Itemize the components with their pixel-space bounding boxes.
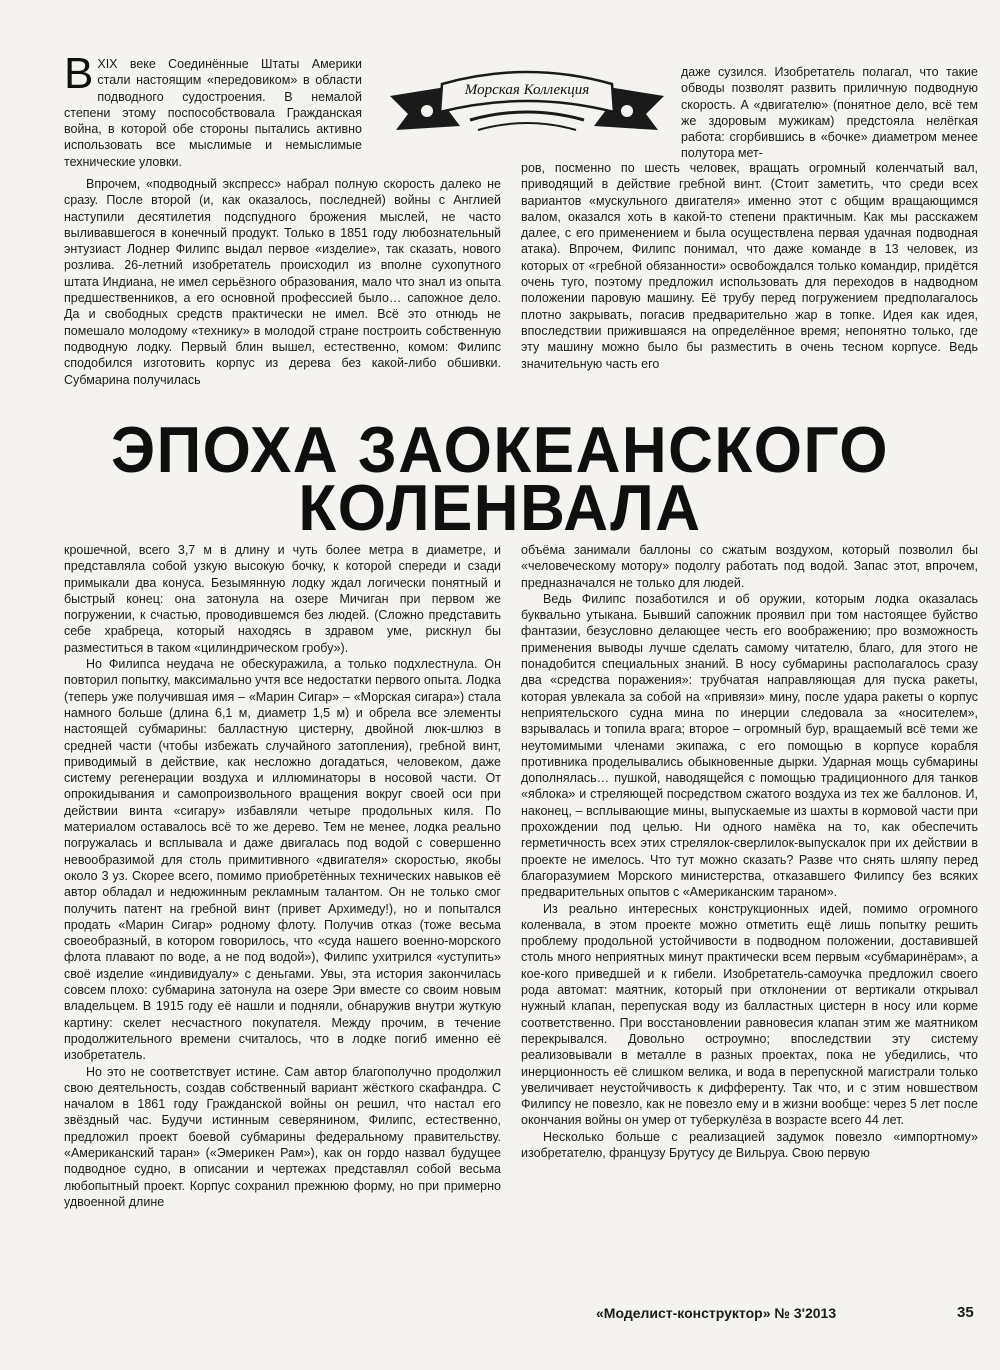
- top-right-column: [521, 160, 978, 372]
- headline-line-2: КОЛЕНВАЛА: [298, 472, 702, 545]
- page-number: 35: [957, 1304, 974, 1321]
- paragraph: ров, посменно по шесть человек, вращать огромный коленчатый вал, приводящий в действие гребной винт. (Стоит заметить, что среди всех вариантов «мускульного двигателя» именно этот с общим вращающимся валом, оказался хоть в какой-то степени практичным. Как мы расскажем далее, с его применением и была осуществлена первая удачная подводная атака). Впрочем, Филипс понимал, что даже команде в 13 человек, из которых от «гребной обязанности» освобождался только командир, придётся очень туго, поэтому предложил использовать для переходов в надводном положении паровую машину. Её трубу перед погружением предполагалось плотно закрывать, погасив предварительно жар в топке. Идея как идея, впоследствии прижившаяся на определённое время; непонятно только, где эту машину можно было бы разместить в очень тесном корпусе. Ведь значительную часть его: [521, 161, 978, 371]
- paragraph: крошечной, всего 3,7 м в длину и чуть более метра в диаметре, и представляла собой узкую высокую бочку, к которой спереди и сзади примыкали два конуса. Безымянную лодку ждал логически понятный и быстрый конец: она затонула на озере Мичиган при первом же погружении, к счастью, проводившемся без людей. (Сложно представить себе храбреца, который находясь в здравом уме, рискнул бы разместиться в таком «цилиндрическом гробу»).: [64, 543, 501, 655]
- headline-line-1: ЭПОХА ЗАОКЕАНСКОГО: [110, 414, 890, 487]
- bottom-left-column: [64, 542, 501, 1297]
- paragraph: Впрочем, «подводный экспресс» набрал полную скорость далеко не сразу. После второй (и, как оказалось, последней) войны с Англией наступили десятилетия подспудного брожения мыслей, не часто выливавшегося в конечный продукт. Только в 1851 году любознательный энтузиаст Лоднер Филипс выдал первое «изделие», так сказать, нового розлива. 26-летний изобретатель происходил из вполне сухопутного штата Индиана, не имел серьёзного образования, мало что знал из опыта предшественников, а его основной профессией было… сапожное дело. Да и свободных средств практически не имел. Всё это отнюдь не помешало молодому «технику» в молодой стране построить собственную подводную лодку. Первый блин вышел, естественно, комом: Филипс сподобился изготовить корпус из дерева без какой-либо обшивки. Субмарина получилась: [64, 177, 501, 387]
- intro-text: XIX веке Соединённые Штаты Америки стали настоящим «передовиком» в области подводного судостроения. В немалой степени этому поспособствовала Гражданская война, в которой обе стороны пытались активно использовать все мыслимые и немыслимые технические уловки.: [64, 57, 362, 169]
- drop-cap: В: [64, 56, 94, 98]
- paragraph: Несколько больше с реализацией задумок повезло «импортному» изобретателю, французу Брутусу де Вильруа. Свою первую: [521, 1129, 978, 1160]
- ribbon-emblem: [382, 56, 672, 152]
- bottom-right-column: [521, 542, 978, 1297]
- paragraph: объёма занимали баллоны со сжатым воздухом, который позволил бы «человеческому мотору» подолгу работать под водой. Запас этот, впрочем, предназначался не только для людей.: [521, 543, 978, 590]
- intro-paragraph: [64, 56, 362, 170]
- top-left-column: [64, 176, 501, 388]
- marine-collection-logo: [382, 56, 672, 152]
- paragraph: Но Филипса неудача не обескуражила, а только подхлестнула. Он повторил попытку, максимально учтя все недостатки первого опыта. Лодка (теперь уже получившая имя – «Марин Сигар» – «Морская сигара») стала намного больше (длина 6,1 м, диаметр 1,5 м) и обрела все элементы настоящей субмарины: балластную цистерну, двойной люк-шлюз в средней части (чтобы избежать случайного затопления), гребной винт, приводимый в действие, как несложно догадаться, человеком, даже систему регенерации воздуха и иллюминаторы в носовой части. От опрокидывания и самопроизвольного вращения вокруг своей оси при действии винта «сигару» избавляли четыре продольных киля. По материалом оставалось всё то же дерево. Тем не менее, лодка реально погружалась и всплывала и даже двигалась под водой с совершенно невообразимой для столь примитивного «двигателя» скоростью, якобы около 3 уз. Скорее всего, помимо приобретённых технических навыков её автор обладал и недюжинным рекламным талантом. Он не только смог получить патент на гребной винт (привет Архимеду!), но и попытался продать «Марин Сигар» родному флоту. Получив отказ (тоже весьма своеобразный, в котором говорилось, что «суда нашего военно-морского флота плавают по воде, а не под водой»), Филипс ухитрился «уступить» своё изделие «индивидуалу» с деньгами. Увы, эта история закончилась совсем плохо: субмарина затонула на озере Эри вместе со своим новым владельцем. В 1915 году её нашли и подняли, обнаружив внутри жуткую картину: скелет несчастного покупателя. Между прочим, в течение продолжительного времени считалось, что в лодке погиб именно её изобретатель.: [64, 657, 501, 1063]
- paragraph: даже сузился. Изобретатель полагал, что такие обводы позволят развить приличную подводную скорость. А «двигателю» (понятное дело, всё тем же здоровым мужикам) предстояла нелёгкая работа: сгорбившись в «бочке» диаметром менее полутора мет-: [681, 65, 978, 161]
- top-right-narrow-column: [681, 64, 978, 162]
- paragraph: Из реально интересных конструкционных идей, помимо огромного коленвала, в этом проекте можно отметить ещё лишь попытку решить проблему продольной устойчивости в подводном положении, доставившей столь много неприятных минут практически всем первым «субмаринёрам», а кое-кого приведшей и к гибели. Изобретатель-самоучка предложил своего рода автомат: маятник, который при отклонении от вертикали открывал нужный клапан, перепуская воду из балластных цистерн в носу или корме соответственно. При восстановлении равновесия клапан этим же маятником перекрывался. Довольно остроумно; впоследствии эту систему реализовывали в металле в разных проектах, пока не убедились, что инерционность её слишком велика, и вода в перепускной магистрали только увеличивает неустойчивость к дифференту. Так что, и с этим новшеством Филипсу не повезло, как не повезло ему и в жизни вообще: через 5 лет после окончания войны он умер от туберкулёза в возрасте всего 44 лет.: [521, 901, 978, 1128]
- paragraph: Но это не соответствует истине. Сам автор благополучно продолжил свою деятельность, создав собственный вариант жёсткого скафандра. С началом в 1861 году Гражданской войны он решил, что настал его звёздный час. Будучи истинным северянином, Филипс, естественно, предложил проект боевой субмарины федеральному правительству. «Американский таран» («Эмерикен Рам»), как он гордо назвал будущее подводное судно, в описании и чертежах представлял собой весьма любопытный проект. Корпус сохранил прежнюю форму, но при примерно удвоенной длине: [64, 1064, 501, 1209]
- logo-text: Морская Коллекция: [464, 82, 590, 98]
- magazine-footer: «Моделист-конструктор» № 3'2013: [596, 1305, 837, 1321]
- paragraph: Ведь Филипс позаботился и об оружии, которым лодка оказалась буквально утыкана. Бывший сапожник проявил при том настоящее буйство фантазии, безусловно делающее честь его воображению; про возможность применения выводы лучше сделать самому читателю, благо, для этого не понадобится специальных знаний. В носу субмарины располагалось сразу два «средства поражения»: трубчатая направляющая для пуска ракеты, которая увлекала за собой на «привязи» мину, после удара ракеты о корпус неприятельского судна мина по инерции следовала за «носителем», взрывалась и топила врага; второе – огромный бур, вращаемый всё теми же неутомимыми членами экипажа, с его помощью в корпусе корабля противника проделывались обыкновенные дырки. Ударная мощь субмарины дополнялась… пушкой, наводящейся с помощью традиционного для танков «яблока» и стреляющей посредством сжатого воздуха из тех же баллонов. И, наконец, – всплывающие мины, выпускаемые из шахты в кормовой части при прохождении под целью. Ни одного намёка на то, как обеспечить герметичность всех этих стрелялок-сверлилок-выпускалок при их действии в проекте не имелось. Что тут можно сказать? Разве что снять шляпу перед благоразумием Морского министерства, отказавшего Филипсу без всяких предварительных опытов с «Американским тараном».: [521, 591, 978, 900]
